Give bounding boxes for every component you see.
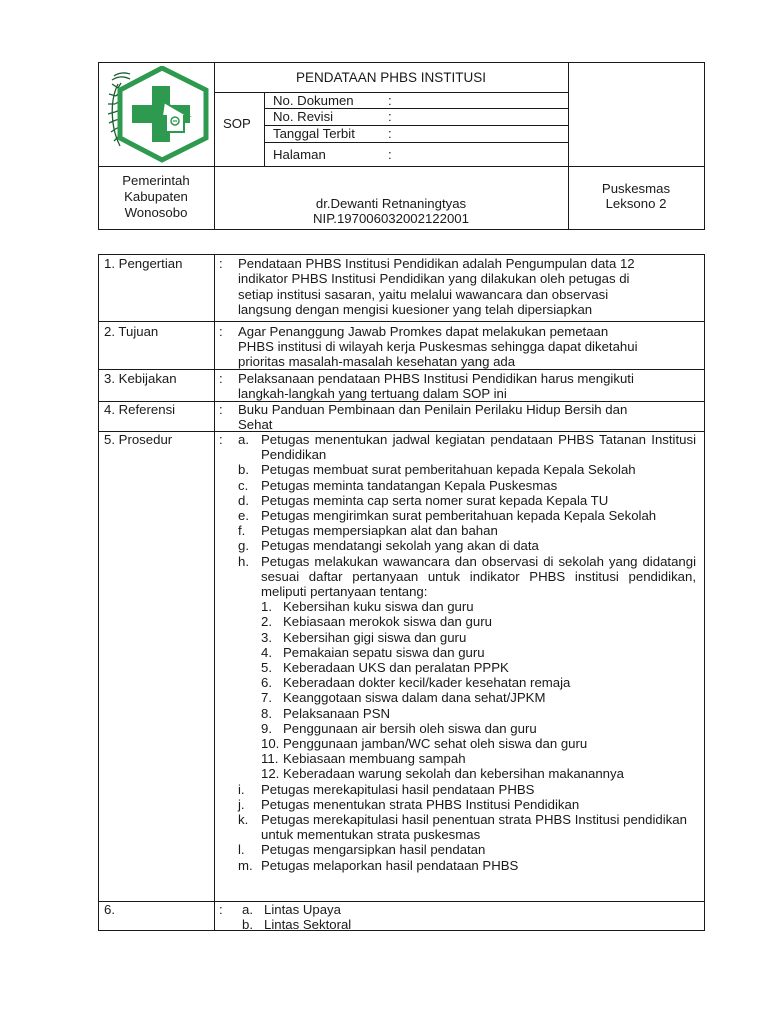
section-text-line: indikator PHBS Institusi Pendidikan yang dilakukan oleh petugas di	[238, 271, 630, 286]
list-item: 10. Penggunaan jamban/WC sehat oleh siswa dan guru	[261, 736, 588, 752]
list-item: 5. Keberadaan UKS dan peralatan PPPK	[261, 660, 509, 676]
section-sep: :	[219, 256, 223, 271]
list-item: e. Petugas mengirimkan surat pemberitahuan kepada Kepala Sekolah	[238, 508, 657, 524]
signer-nip: NIP.197006032002122001	[313, 211, 469, 226]
meta-page-sep: :	[388, 147, 392, 162]
list-item: 7. Keanggotaan siswa dalam dana sehat/JPKM	[261, 690, 546, 706]
list-item: d. Petugas meminta cap serta nomer surat kepada Kepala TU	[238, 492, 609, 508]
section-text-line: Buku Panduan Pembinaan dan Penilain Perilaku Hidup Bersih dan	[238, 402, 628, 417]
list-item: 8. Pelaksanaan PSN	[261, 705, 391, 721]
section-text-line: langkah-langkah yang tertuang dalam SOP ini	[238, 386, 507, 401]
meta-revision-label: No. Revisi	[273, 109, 334, 124]
section-text-line: Sehat	[238, 417, 273, 432]
section-label: 5. Prosedur	[104, 432, 173, 447]
section-text-line: langsung dengan mengisi kuesioner yang telah dipersiapkan	[238, 302, 593, 317]
sop-label: SOP	[223, 116, 251, 131]
section-sep: :	[219, 902, 223, 917]
meta-revision-sep: :	[388, 109, 392, 124]
list-item: 2. Kebiasaan merokok siswa dan guru	[261, 614, 492, 630]
list-item: f. Petugas mempersiapkan alat dan bahan	[238, 523, 498, 539]
meta-page-label: Halaman	[273, 147, 326, 162]
list-item: 6. Keberadaan dokter kecil/kader kesehatan remaja	[261, 675, 571, 691]
list-item: g. Petugas mendatangi sekolah yang akan di data	[238, 538, 539, 554]
list-item: 9. Penggunaan air bersih oleh siswa dan guru	[261, 720, 537, 736]
list-item: k. Petugas merekapitulasi hasil penentuan strata PHBS Institusi pendidikan untuk mementukan strata puskesmas	[238, 812, 687, 843]
section-text-line: Agar Penanggung Jawab Promkes dapat melakukan pemetaan	[238, 324, 609, 339]
section-label: 6.	[104, 902, 115, 917]
list-item: b. Petugas membuat surat pemberitahuan kepada Kepala Sekolah	[238, 462, 636, 478]
section-text-line: prioritas masalah-masalah kesehatan yang ada	[238, 354, 516, 369]
list-item: b. Lintas Sektoral	[242, 917, 352, 933]
section-text-line: setiap institusi sasaran, yaitu melalui wawancara dan observasi	[238, 287, 609, 302]
meta-issue-date-label: Tanggal Terbit	[273, 126, 355, 141]
section-sep: :	[219, 324, 223, 339]
list-item: c. Petugas meminta tandatangan Kepala Puskesmas	[238, 477, 558, 493]
related-units	[242, 902, 696, 932]
meta-issue-date-sep: :	[388, 126, 392, 141]
section-text-line: PHBS institusi di wilayah kerja Puskesmas sehingga dapat diketahui	[238, 339, 638, 354]
list-item: a. Lintas Upaya	[242, 902, 341, 917]
sub-list	[238, 599, 696, 781]
section-text-line: Pelaksanaan pendataan PHBS Institusi Pendidikan harus mengikuti	[238, 371, 634, 386]
list-item: 12. Keberadaan warung sekolah dan kebersihan makanannya	[261, 766, 624, 782]
procedure-steps	[238, 432, 696, 873]
section-sep: :	[219, 402, 223, 417]
list-item: i. Petugas merekapitulasi hasil pendataan PHBS	[238, 781, 535, 797]
meta-doc-number-label: No. Dokumen	[273, 93, 354, 108]
list-item: 1. Kebersihan kuku siswa dan guru	[261, 599, 474, 615]
section-label: 4. Referensi	[104, 402, 176, 417]
list-item: 3. Kebersihan gigi siswa dan guru	[261, 629, 467, 645]
list-item: 11. Kebiasaan membuang sampah	[261, 751, 466, 767]
list-item: a. Petugas menentukan jadwal kegiatan pendataan PHBS Tatanan Institusi Pendidikan	[238, 432, 696, 463]
list-item: l. Petugas mengarsipkan hasil pendatan	[238, 842, 486, 858]
section-sep: :	[219, 371, 223, 386]
page-title: PENDATAAN PHBS INSTITUSI	[295, 70, 487, 85]
signer-name: dr.Dewanti Retnaningtyas	[315, 196, 467, 211]
section-label: 3. Kebijakan	[104, 371, 177, 386]
meta-doc-number-sep: :	[388, 93, 392, 108]
section-label: 1. Pengertian	[104, 256, 183, 271]
section-sep: :	[219, 432, 223, 447]
list-item: m. Petugas melaporkan hasil pendataan PHBS	[238, 857, 519, 873]
section-label: 2. Tujuan	[104, 324, 159, 339]
section-text-line: Pendataan PHBS Institusi Pendidikan adalah Pengumpulan data 12	[238, 256, 635, 271]
puskesmas-logo	[104, 66, 216, 164]
list-item: 4. Pemakaian sepatu siswa dan guru	[261, 644, 485, 660]
list-item: j. Petugas menentukan strata PHBS Institusi Pendidikan	[238, 796, 580, 812]
list-item: h. Petugas melakukan wawancara dan observasi di sekolah yang didatangi sesuai daftar pertanyaan untuk indikator PHBS institusi pendidikan, meliputi pertanyaan tentang:	[238, 553, 696, 600]
